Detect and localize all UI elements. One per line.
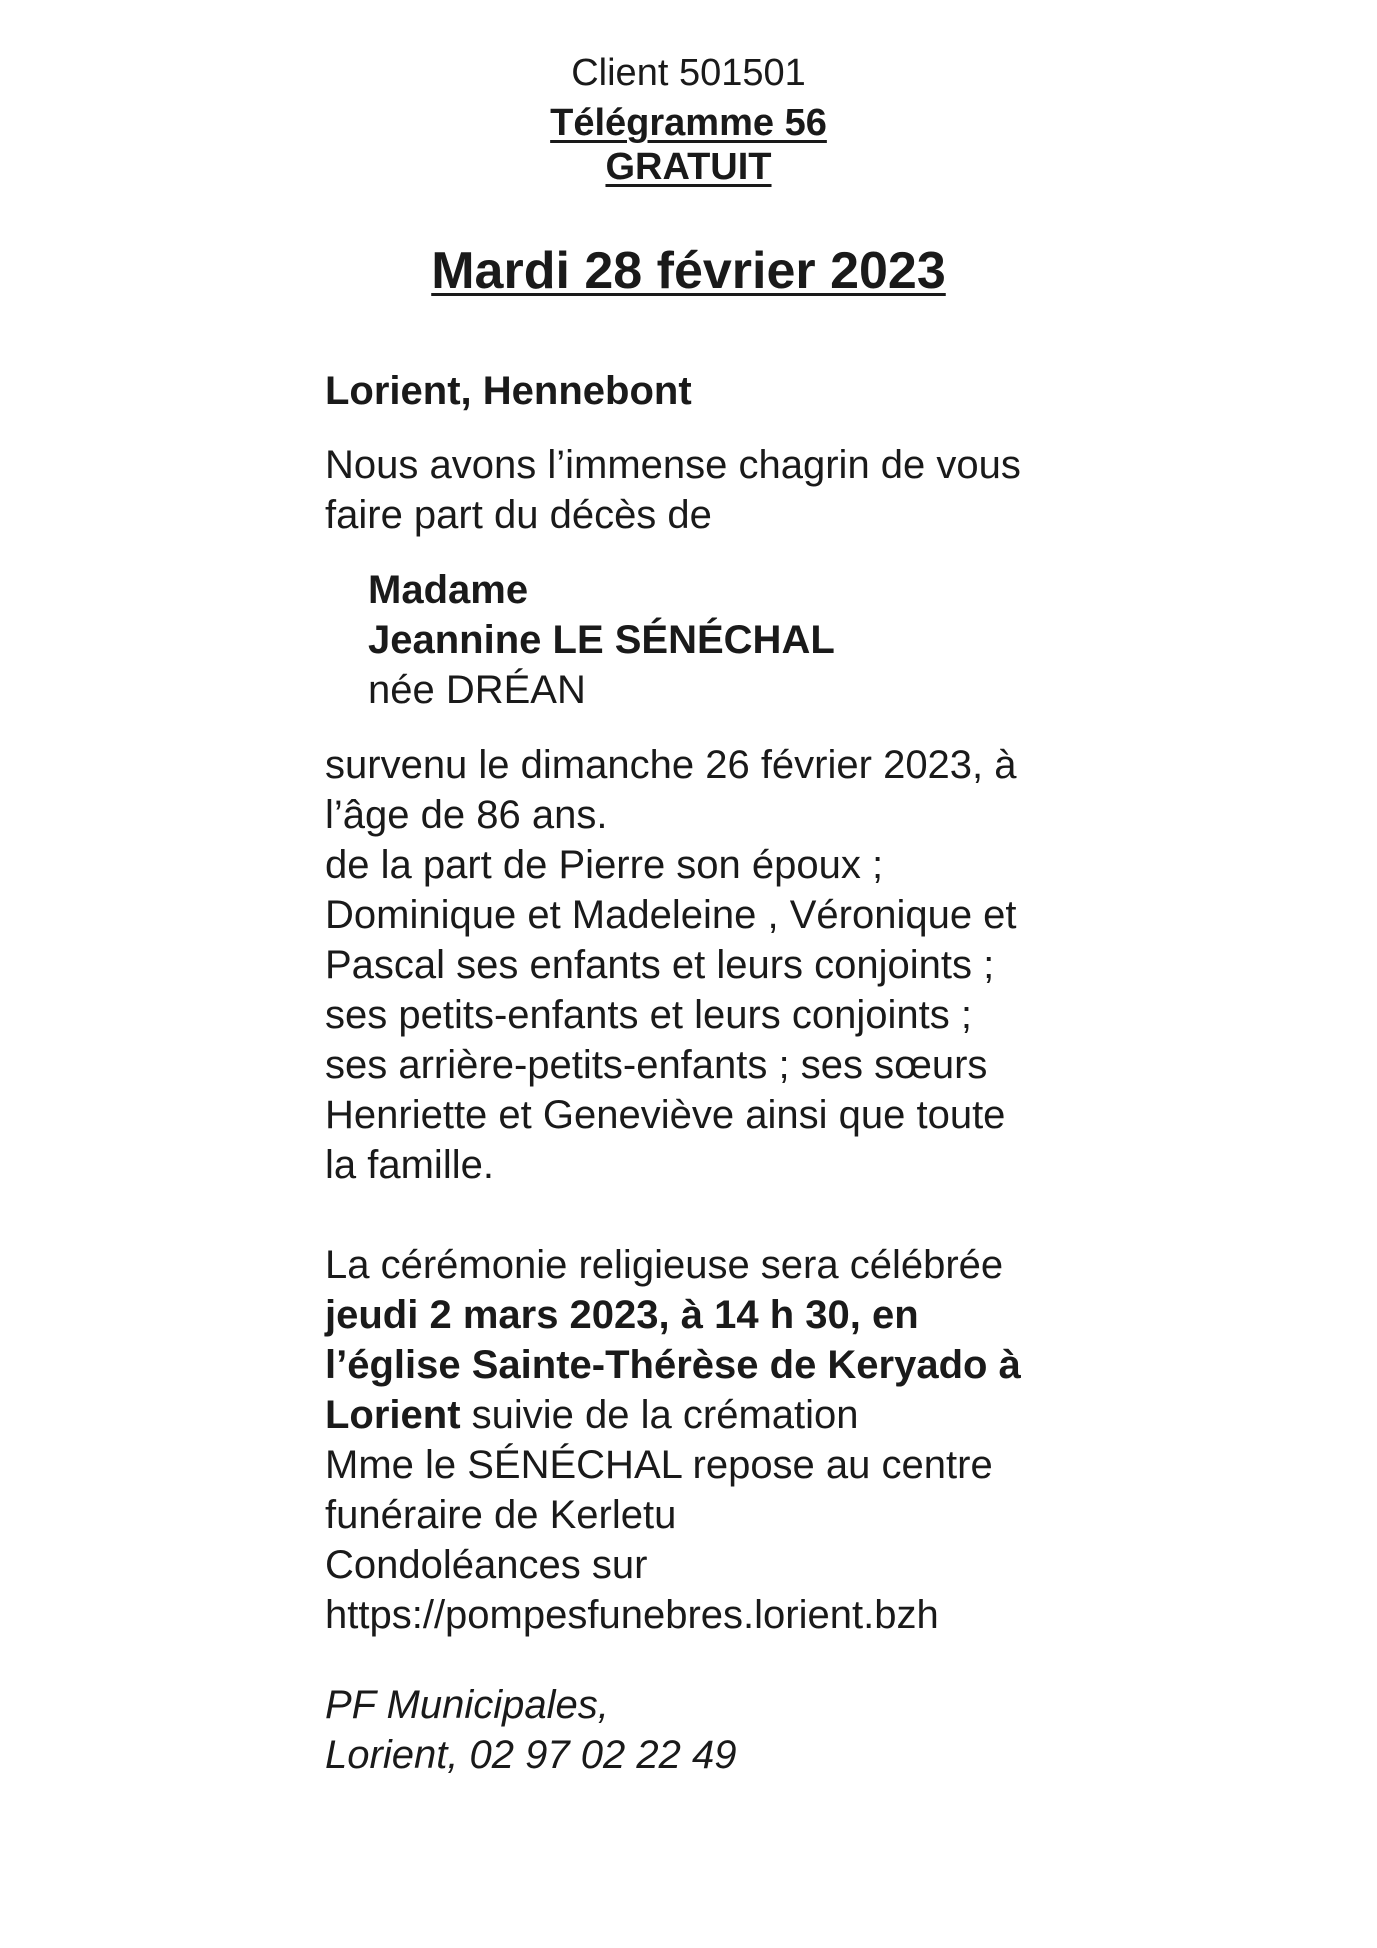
details-line: survenu le dimanche 26 février 2023, à (325, 743, 1017, 787)
intro-line: Nous avons l’immense chagrin de vous (325, 443, 1021, 487)
ceremony-rest-place: Mme le SÉNÉCHAL repose au centre (325, 1443, 993, 1487)
publication-name (0, 100, 1377, 146)
signature-name: PF Municipales, (325, 1683, 609, 1727)
ceremony-paragraph (325, 1240, 1085, 1640)
intro-paragraph (325, 440, 1085, 540)
deceased-name: Jeannine LE SÉNÉCHAL (368, 618, 835, 662)
deceased-title: Madame (368, 568, 529, 612)
intro-line: faire part du décès de (325, 493, 712, 537)
ceremony-intro: La cérémonie religieuse sera célébrée (325, 1243, 1004, 1287)
details-line: ses arrière-petits-enfants ; ses sœurs (325, 1043, 988, 1087)
details-line: l’âge de 86 ans. (325, 793, 608, 837)
deceased-maiden-name: née DRÉAN (368, 668, 586, 712)
ceremony-funeral-center: funéraire de Kerletu (325, 1493, 677, 1537)
signature-contact: Lorient, 02 97 02 22 49 (325, 1733, 737, 1777)
ceremony-city: Lorient (325, 1393, 461, 1437)
price-label (0, 144, 1377, 190)
details-line: Dominique et Madeleine , Véronique et (325, 893, 1017, 937)
details-line: de la part de Pierre son époux ; (325, 843, 884, 887)
details-line: ses petits-enfants et leurs conjoints ; (325, 993, 972, 1037)
details-line: Henriette et Geneviève ainsi que toute (325, 1093, 1006, 1137)
details-paragraph (325, 740, 1085, 1190)
details-line: la famille. (325, 1143, 494, 1187)
ceremony-city-line (325, 1390, 1085, 1440)
ceremony-cremation: suivie de la crémation (460, 1393, 859, 1437)
condolences-url: https://pompesfunebres.lorient.bzh (325, 1593, 939, 1637)
date-text: Mardi 28 février 2023 (431, 242, 946, 300)
client-number: Client 501501 (571, 52, 806, 94)
publication-date (0, 240, 1377, 302)
location-heading: Lorient, Hennebont (325, 369, 692, 413)
price-text: GRATUIT (605, 146, 772, 188)
ceremony-place: l’église Sainte-Thérèse de Keryado à (325, 1343, 1021, 1387)
ceremony-date: jeudi 2 mars 2023, à 14 h 30, en (325, 1293, 919, 1337)
publication-label: Télégramme 56 (550, 102, 827, 144)
details-line: Pascal ses enfants et leurs conjoints ; (325, 943, 995, 987)
deceased-block (368, 565, 1068, 715)
condolences-label: Condoléances sur (325, 1543, 648, 1587)
signature-block (325, 1680, 1085, 1780)
